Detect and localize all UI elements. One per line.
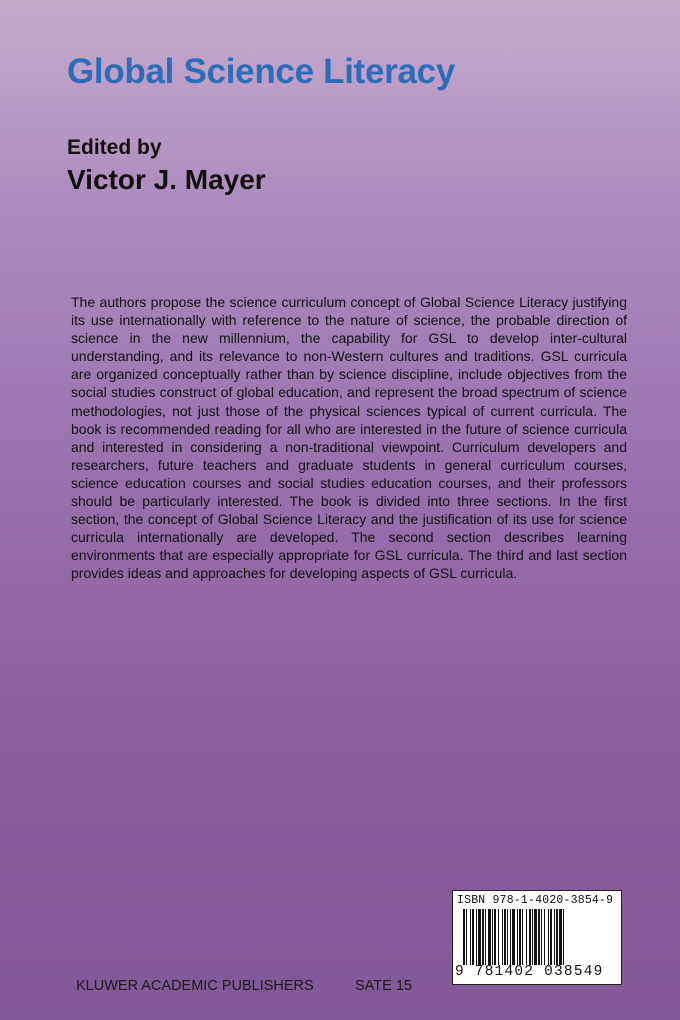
barcode-digits: 9 781402 038549 bbox=[455, 964, 604, 980]
isbn-number: ISBN 978-1-4020-3854-9 bbox=[457, 894, 614, 907]
book-description: The authors propose the science curriculum concept of Global Science Literacy justifying its use internationally with reference to the nature of science, the probable direction of science in the new millennium, the capability for GSL to develop inter-cultural understanding, and its relevance to non-Western cultures and traditions. GSL curricula are organized conceptually rather than by science discipline, include objectives from the social studies construct of global education, and represent the broad spectrum of science methodologies, not just those of the physical sciences typical of current curricula. The book is recommended reading for all who are interested in the future of science curricula and interested in considering a non-traditional viewpoint. Curriculum developers and researchers, future teachers and graduate students in general curriculum courses, science education courses and social studies education courses, and their professors should be particularly interested. The book is divided into three sections. In the first section, the concept of Global Science Literacy and the justification of its use for science curricula internationally are developed. The second section describes learning environments that are especially appropriate for GSL curricula. The third and last section provides ideas and approaches for developing aspects of GSL curricula. bbox=[71, 294, 627, 582]
editor-name: Victor J. Mayer bbox=[67, 164, 266, 195]
barcode-bars bbox=[463, 909, 613, 971]
edited-by-label: Edited by bbox=[67, 136, 162, 159]
book-title: Global Science Literacy bbox=[67, 52, 455, 91]
isbn-barcode bbox=[452, 890, 622, 985]
series-label: SATE 15 bbox=[355, 978, 412, 994]
publisher-name: KLUWER ACADEMIC PUBLISHERS bbox=[76, 978, 314, 994]
